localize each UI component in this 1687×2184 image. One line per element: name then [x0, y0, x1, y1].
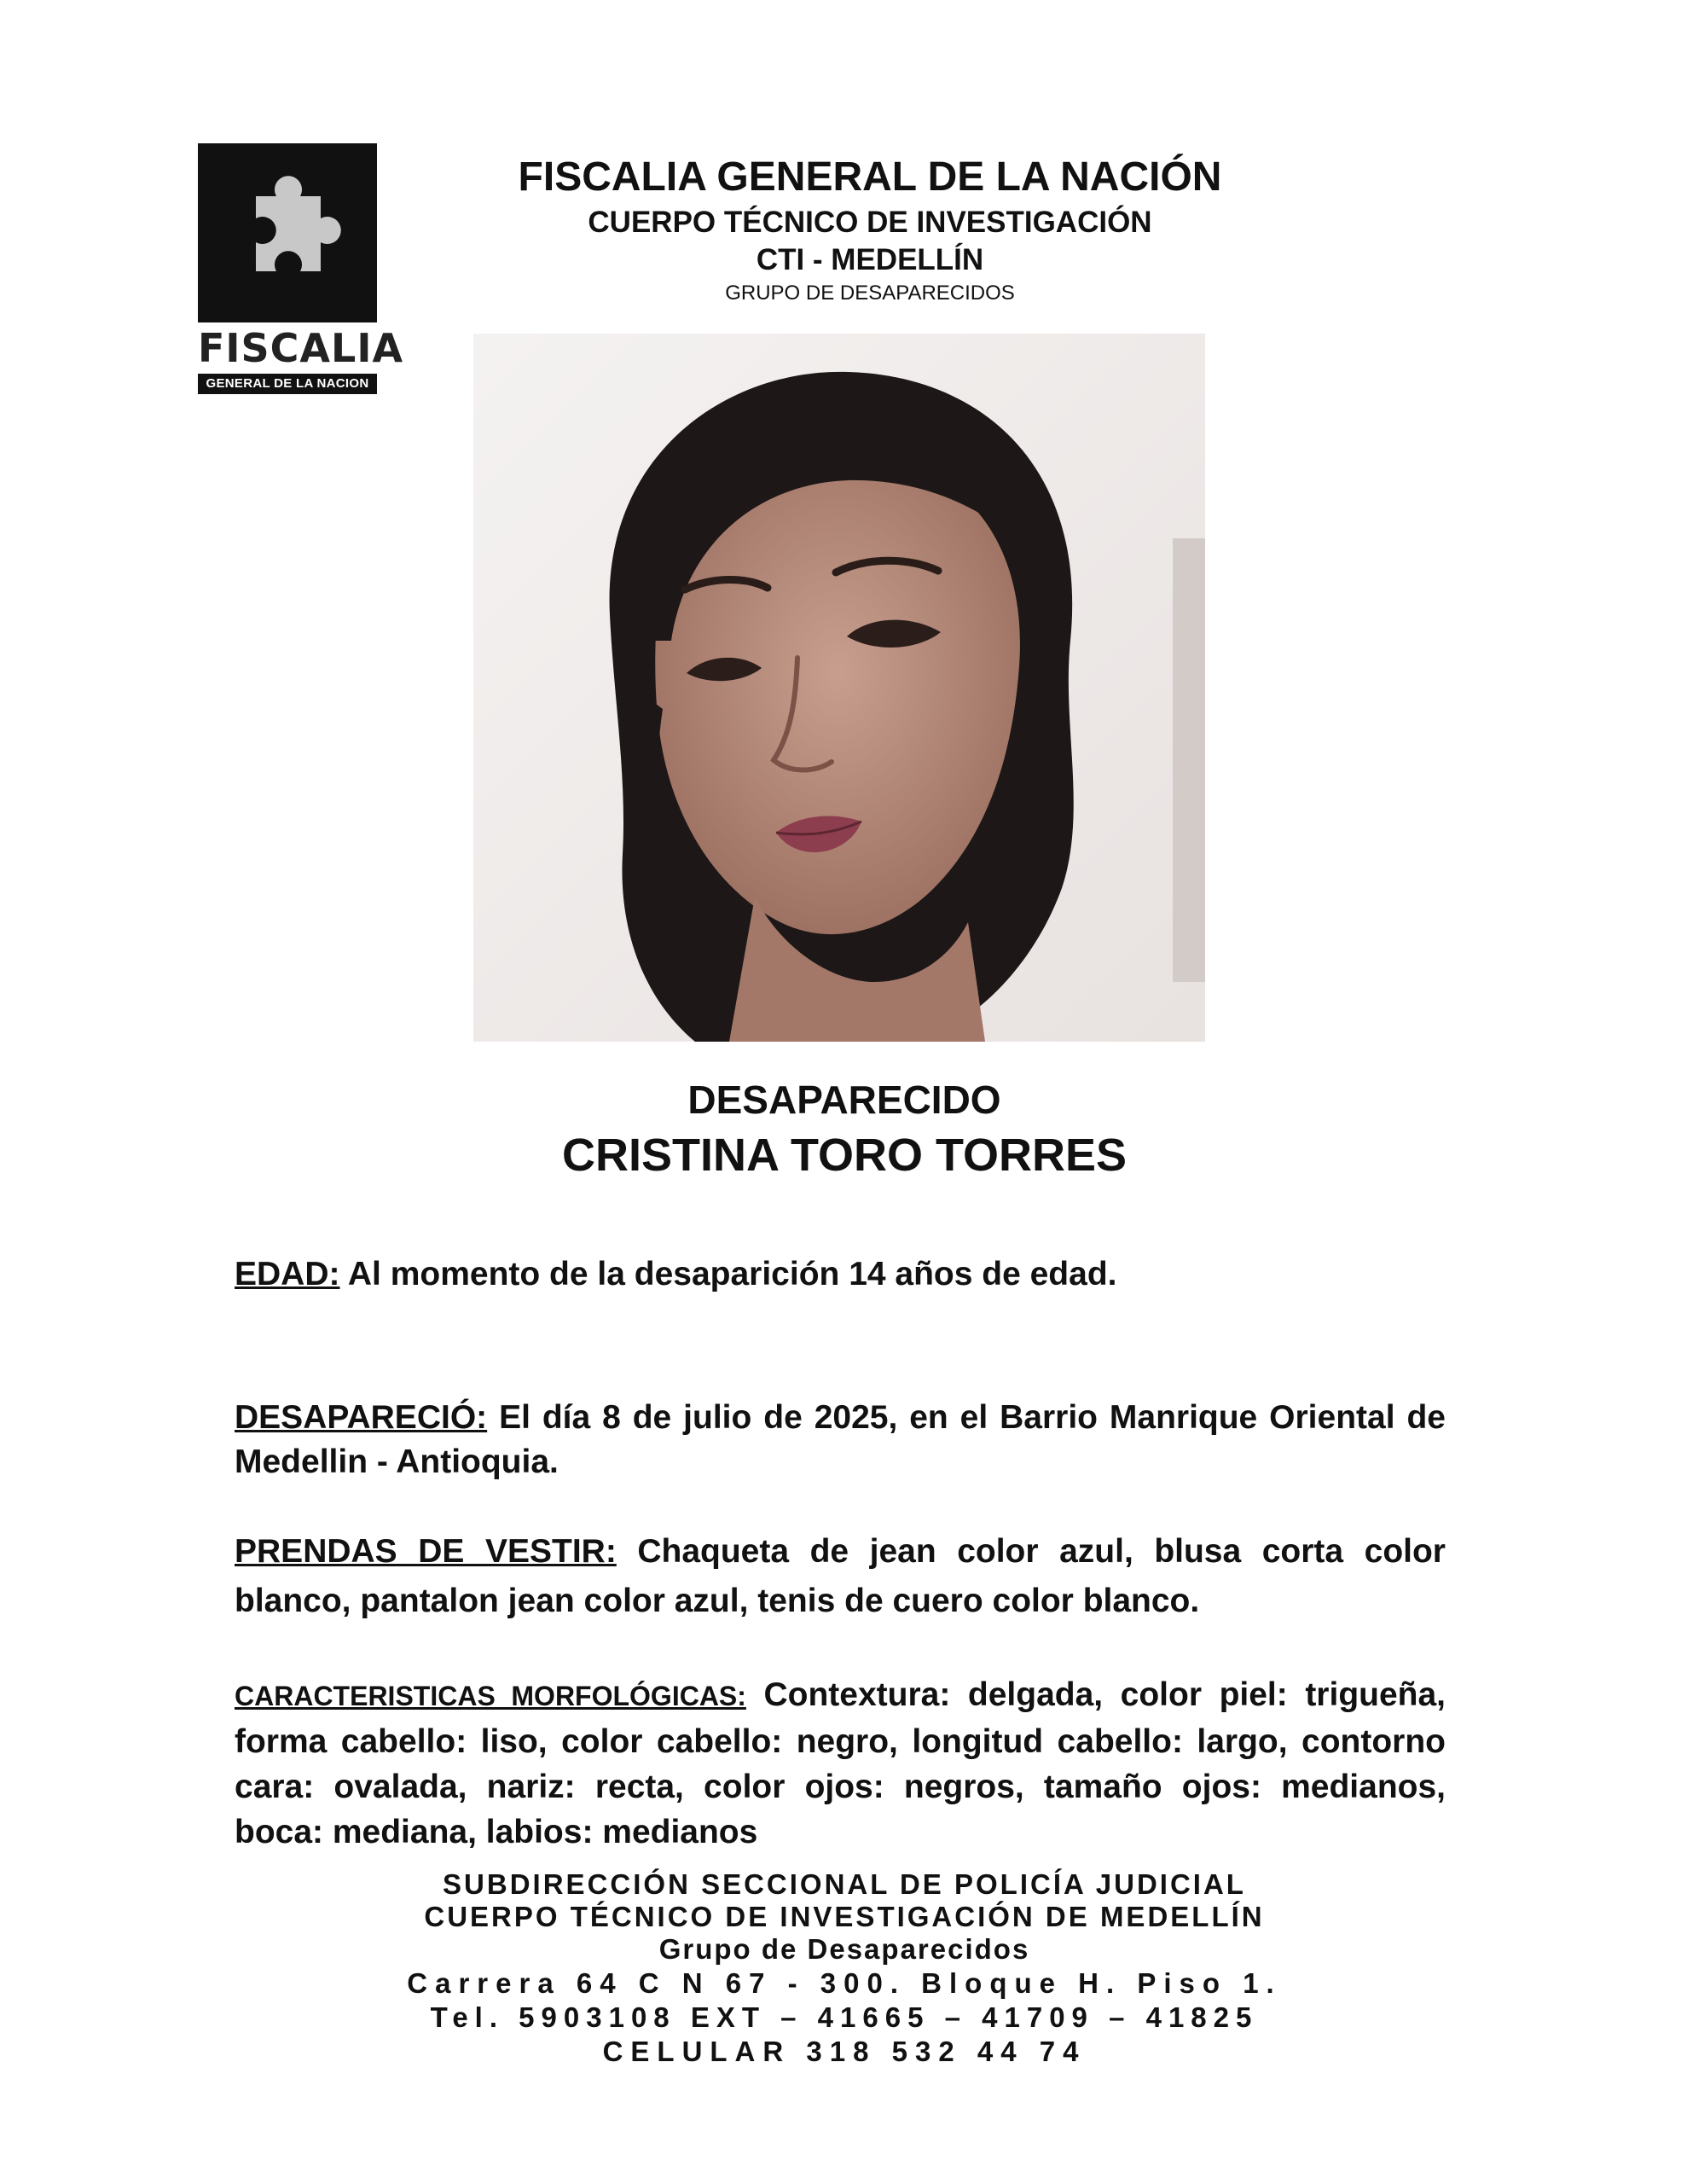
header-title: FISCALIA GENERAL DE LA NACIÓN [518, 154, 1222, 200]
morphology-label: CARACTERISTICAS MORFOLÓGICAS: [235, 1681, 746, 1711]
age-label: EDAD: [235, 1256, 340, 1292]
person-name: CRISTINA TORO TORRES [561, 1130, 1128, 1181]
disappearance-label: DESAPARECIÓ: [235, 1399, 488, 1436]
missing-person-photo [473, 334, 1205, 1042]
clothes-label: PRENDAS DE VESTIR: [235, 1533, 617, 1570]
notice-status: DESAPARECIDO [687, 1077, 1001, 1122]
clothes-paragraph [235, 1527, 1446, 1626]
logo-subtitle: GENERAL DE LA NACION [198, 374, 377, 394]
footer-line-1: SUBDIRECCIÓN SECCIONAL DE POLICÍA JUDICIAL [443, 1868, 1246, 1900]
disappearance-paragraph [235, 1396, 1446, 1484]
header-office: CTI - MEDELLÍN [756, 243, 984, 276]
footer-line-2: CUERPO TÉCNICO DE INVESTIGACIÓN DE MEDELLÍN [424, 1901, 1265, 1932]
age-paragraph [235, 1252, 1446, 1297]
footer-line-3: Grupo de Desaparecidos [658, 1933, 1030, 1965]
header-group: GRUPO DE DESAPARECIDOS [725, 282, 1015, 305]
age-text: Al momento de la desaparición 14 años de edad. [339, 1256, 1117, 1292]
disappearance-text: El día 8 de julio de 2025, en el Barrio Manrique Oriental de Medellin - Antioquia. [235, 1399, 1446, 1480]
morphology-text: Contextura: delgada, color piel: trigueña, forma cabello: liso, color cabello: negro, longitud cabello: largo, contorno cara: ovalada, nariz: recta, color ojos: negros, tamaño ojos: medianos, boca: mediana, labios: medianos [235, 1676, 1446, 1850]
logo-word: FISCALIA [198, 325, 404, 371]
logo-box [198, 143, 377, 322]
footer-mobile: CELULAR 318 532 44 74 [602, 2036, 1087, 2067]
footer-phone: Tel. 5903108 EXT – 41665 – 41709 – 41825 [430, 2001, 1259, 2033]
header-subtitle: CUERPO TÉCNICO DE INVESTIGACIÓN [588, 206, 1152, 239]
clothes-text: Chaqueta de jean color azul, blusa corta color blanco, pantalon jean color azul, tenis de cuero color blanco. [235, 1533, 1446, 1619]
footer-address: Carrera 64 C N 67 - 300. Bloque H. Piso 1. [407, 1967, 1282, 1999]
morphology-paragraph [235, 1672, 1446, 1855]
puzzle-piece-icon [198, 143, 377, 322]
fiscalia-logo [198, 143, 404, 398]
